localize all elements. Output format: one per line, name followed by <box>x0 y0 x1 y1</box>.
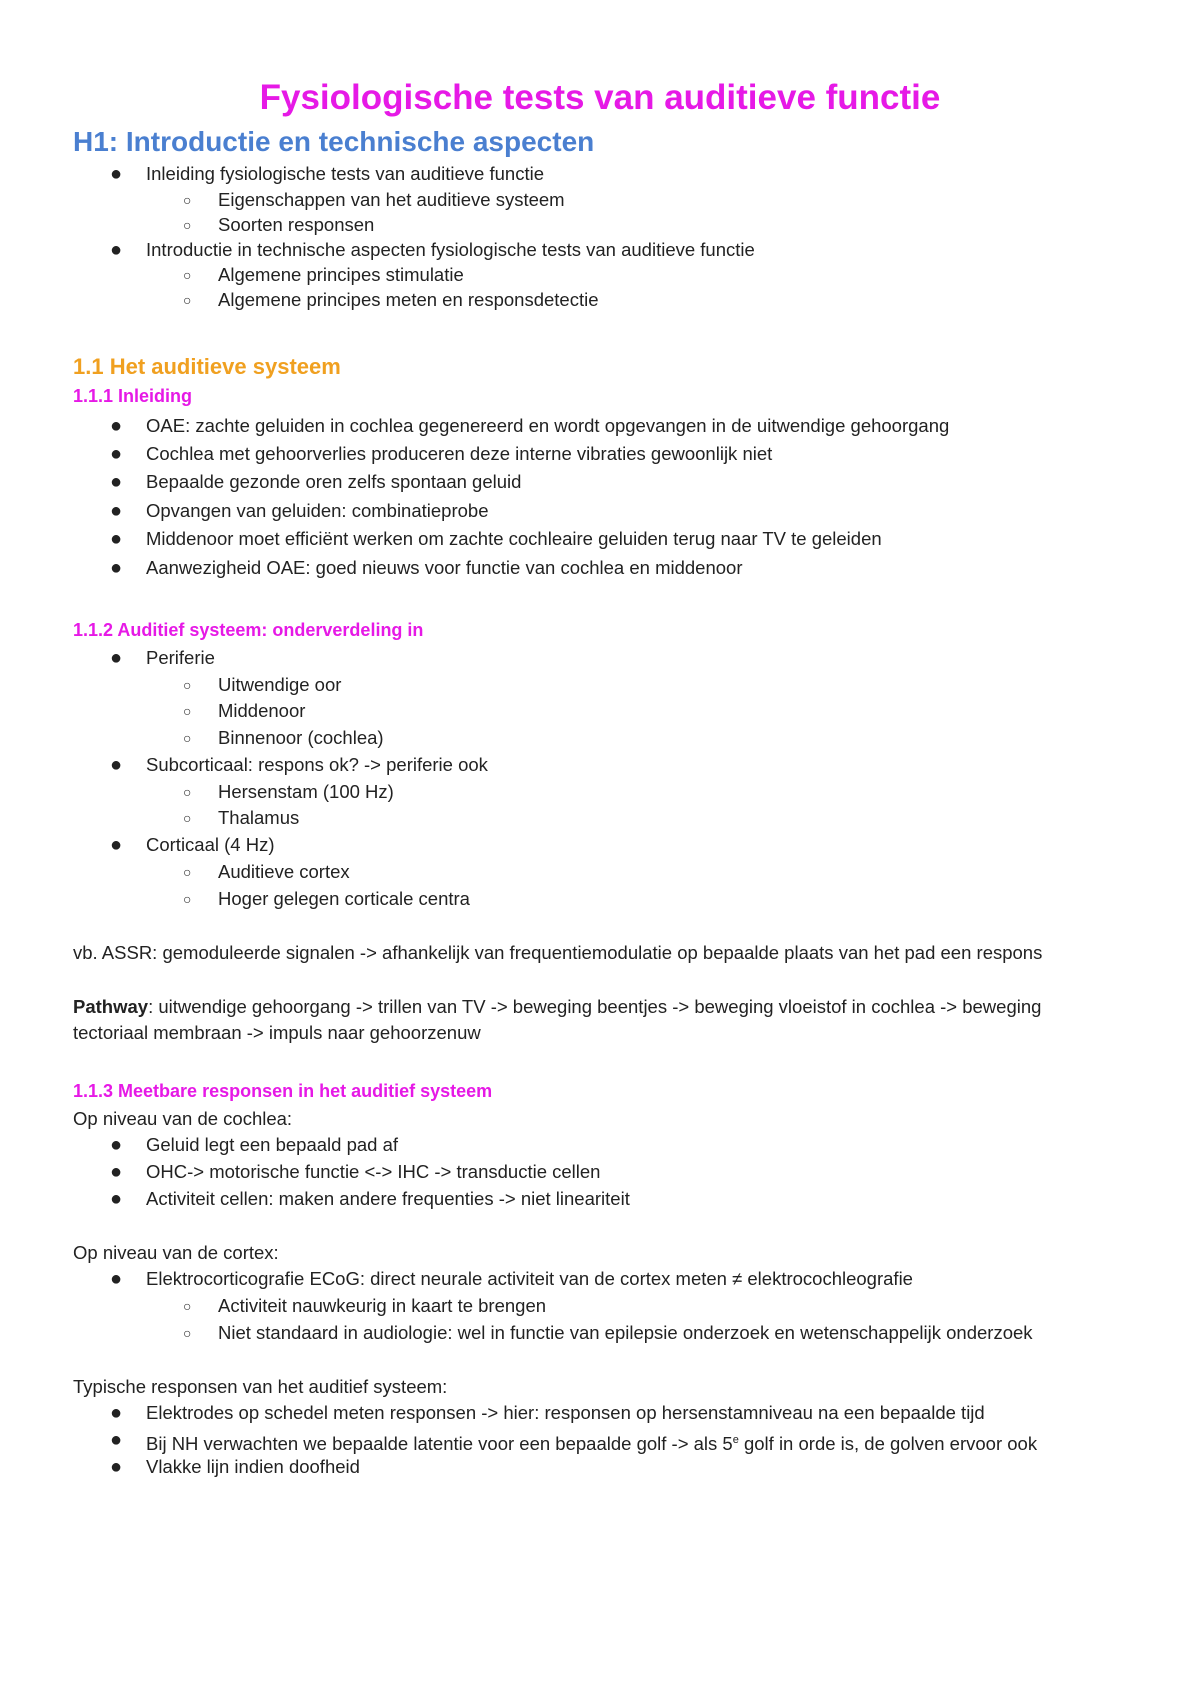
bullet: ● <box>110 443 123 465</box>
sub-bullet: ○ <box>183 1298 192 1314</box>
sub-list-item: Hoger gelegen corticale centra <box>218 888 470 909</box>
list-item: Subcorticaal: respons ok? -> periferie ook <box>146 754 488 775</box>
sub-bullet: ○ <box>183 192 192 208</box>
bullet: ● <box>110 1188 123 1210</box>
sub-list-item: Hersenstam (100 Hz) <box>218 781 394 802</box>
pathway-text: : uitwendige gehoorgang -> trillen van TV -> beweging beentjes -> beweging vloeistof in cochlea -> beweging <box>148 996 1042 1017</box>
list-item: Bepaalde gezonde oren zelfs spontaan geluid <box>146 471 522 492</box>
list-item: Introductie in technische aspecten fysiologische tests van auditieve functie <box>146 239 755 260</box>
sub-bullet: ○ <box>183 292 192 308</box>
sub-list-item: Soorten responsen <box>218 214 375 235</box>
list-item: OHC-> motorische functie <-> IHC -> transductie cellen <box>146 1161 601 1182</box>
list-item: Geluid legt een bepaald pad af <box>146 1134 399 1155</box>
list-item: Elektrocorticografie ECoG: direct neurale activiteit van de cortex meten ≠ elektrocochleografie <box>146 1268 913 1289</box>
bullet: ● <box>110 163 123 185</box>
sub-list-item: Binnenoor (cochlea) <box>218 727 384 748</box>
bullet: ● <box>110 1456 123 1478</box>
pathway-label: Pathway <box>73 996 149 1017</box>
list-item: Activiteit cellen: maken andere frequenties -> niet lineariteit <box>146 1188 630 1209</box>
sub-list-item: Eigenschappen van het auditieve systeem <box>218 189 565 210</box>
sub-bullet: ○ <box>183 217 192 233</box>
sub-bullet: ○ <box>183 267 192 283</box>
example-paragraph: vb. ASSR: gemoduleerde signalen -> afhankelijk van frequentiemodulatie op bepaalde plaats van het pad een respons <box>73 942 1043 963</box>
subsection-heading: 1.1.3 Meetbare responsen in het auditief systeem <box>73 1081 493 1101</box>
list-item: Periferie <box>146 647 215 668</box>
list-item: Elektrodes op schedel meten responsen -> hier: responsen op hersenstamniveau na een bepaalde tijd <box>146 1402 985 1423</box>
bullet: ● <box>110 834 123 856</box>
sub-list-item: Thalamus <box>218 807 300 828</box>
superscript: e <box>732 1434 739 1446</box>
sub-list-item: Algemene principes meten en responsdetectie <box>218 289 599 310</box>
bullet: ● <box>110 1268 123 1290</box>
cortex-intro: Op niveau van de cortex: <box>73 1242 279 1263</box>
section-heading: 1.1 Het auditieve systeem <box>73 354 341 379</box>
chapter-heading: H1: Introductie en technische aspecten <box>73 126 595 157</box>
typical-intro: Typische responsen van het auditief systeem: <box>73 1376 448 1397</box>
subsection-heading: 1.1.1 Inleiding <box>73 386 193 406</box>
pathway-paragraph <box>73 994 1041 1020</box>
sub-bullet: ○ <box>183 891 192 907</box>
sub-list-item: Uitwendige oor <box>218 674 342 695</box>
list-item: Middenoor moet efficiënt werken om zachte cochleaire geluiden terug naar TV te geleiden <box>146 528 882 549</box>
sub-bullet: ○ <box>183 784 192 800</box>
bullet: ● <box>110 471 123 493</box>
bullet: ● <box>110 1402 123 1424</box>
sub-bullet: ○ <box>183 1325 192 1341</box>
sub-list-item: Middenoor <box>218 700 306 721</box>
list-item-text: Bij NH verwachten we bepaalde latentie voor een bepaalde golf -> als 5 <box>146 1433 733 1455</box>
bullet: ● <box>110 647 123 669</box>
cochlea-intro: Op niveau van de cochlea: <box>73 1108 293 1129</box>
bullet: ● <box>110 528 123 550</box>
sub-list-item: Activiteit nauwkeurig in kaart te brengen <box>218 1295 547 1316</box>
bullet: ● <box>110 754 123 776</box>
list-item <box>146 1427 1037 1457</box>
list-item-text: golf in orde is, de golven ervoor ook <box>738 1433 1038 1455</box>
sub-list-item: Algemene principes stimulatie <box>218 264 464 285</box>
bullet: ● <box>110 500 123 522</box>
sub-bullet: ○ <box>183 677 192 693</box>
sub-bullet: ○ <box>183 703 192 719</box>
document-title: Fysiologische tests van auditieve functie <box>259 78 941 117</box>
bullet: ● <box>110 415 123 437</box>
list-item: Corticaal (4 Hz) <box>146 834 275 855</box>
list-item: Aanwezigheid OAE: goed nieuws voor functie van cochlea en middenoor <box>146 557 743 578</box>
list-item: Vlakke lijn indien doofheid <box>146 1456 360 1477</box>
sub-bullet: ○ <box>183 730 192 746</box>
subsection-heading: 1.1.2 Auditief systeem: onderverdeling in <box>73 620 424 640</box>
pathway-continuation: tectoriaal membraan -> impuls naar gehoorzenuw <box>73 1022 481 1043</box>
list-item: Opvangen van geluiden: combinatieprobe <box>146 500 489 521</box>
bullet: ● <box>110 1161 123 1183</box>
sub-list-item: Niet standaard in audiologie: wel in functie van epilepsie onderzoek en wetenschappelijk onderzoek <box>218 1322 1033 1343</box>
sub-bullet: ○ <box>183 810 192 826</box>
bullet: ● <box>110 1134 123 1156</box>
list-item: Cochlea met gehoorverlies produceren deze interne vibraties gewoonlijk niet <box>146 443 773 464</box>
list-item: Inleiding fysiologische tests van auditieve functie <box>146 163 544 184</box>
bullet: ● <box>110 557 123 579</box>
bullet: ● <box>110 1429 123 1451</box>
sub-bullet: ○ <box>183 864 192 880</box>
sub-list-item: Auditieve cortex <box>218 861 350 882</box>
bullet: ● <box>110 239 123 261</box>
list-item: OAE: zachte geluiden in cochlea gegenereerd en wordt opgevangen in de uitwendige gehoorgang <box>146 415 950 436</box>
